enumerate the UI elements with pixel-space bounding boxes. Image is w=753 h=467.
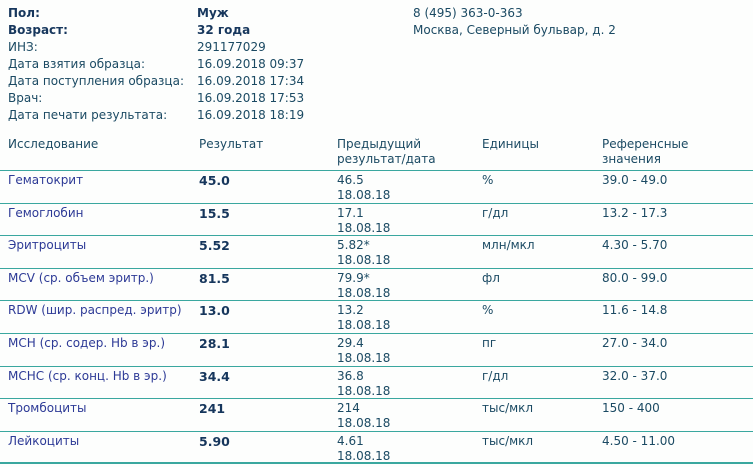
sample-received-date-value: 16.09.2018 17:34 (197, 74, 305, 88)
table-row-rdw (0, 301, 753, 334)
sample-received-date-label: Дата поступления образца: (8, 74, 184, 88)
cell-units: пг (482, 335, 497, 350)
table-row-leukocytes (0, 432, 753, 465)
table-row-mchc (0, 367, 753, 400)
cell-result: 81.5 (199, 270, 230, 286)
header-units: Единицы (482, 137, 539, 151)
cell-reference-range: 150 - 400 (602, 401, 660, 416)
cell-test-name: Гематокрит (8, 173, 84, 187)
patient-age-value: 32 года (197, 23, 251, 37)
inz-label: ИНЗ: (8, 40, 38, 54)
cell-previous-result: 17.1 18.08.18 (337, 205, 391, 235)
cell-previous-result: 79.9* 18.08.18 (337, 270, 391, 300)
cell-test-name: Гемоглобин (8, 205, 84, 220)
table-row-platelets (0, 399, 753, 432)
cell-units: фл (482, 270, 500, 285)
inz-value: 291177029 (197, 40, 266, 54)
patient-info-row (8, 56, 753, 73)
patient-sex-label: Пол: (8, 6, 40, 20)
print-date-value: 16.09.2018 18:19 (197, 108, 305, 122)
cell-previous-result: 46.5 18.08.18 (337, 173, 391, 202)
cell-test-name: MCV (ср. объем эритр.) (8, 270, 154, 285)
cell-test-name: Лейкоциты (8, 433, 80, 448)
cell-units: % (482, 173, 494, 187)
cell-units: % (482, 303, 494, 318)
patient-info-row (8, 22, 753, 39)
table-row-hematocrit (0, 171, 753, 204)
cell-units: тыс/мкл (482, 401, 534, 416)
cell-reference-range: 13.2 - 17.3 (602, 205, 668, 220)
patient-sex-value: Муж (197, 6, 229, 20)
cell-previous-result: 13.2 18.08.18 (337, 303, 391, 333)
cell-test-name: Тромбоциты (8, 401, 87, 416)
cell-result: 5.52 (199, 238, 230, 254)
table-row-mcv (0, 269, 753, 302)
cell-result: 241 (199, 401, 226, 417)
cell-result: 34.4 (199, 368, 230, 384)
print-date-label: Дата печати результата: (8, 108, 168, 122)
cell-units: млн/мкл (482, 238, 535, 253)
patient-info-row (8, 39, 753, 56)
cell-previous-result: 5.82* 18.08.18 (337, 238, 391, 268)
cell-result: 13.0 (199, 303, 230, 319)
cell-result: 28.1 (199, 335, 230, 351)
cell-reference-range: 4.30 - 5.70 (602, 238, 668, 253)
doctor-value: 16.09.2018 17:53 (197, 91, 305, 105)
cell-reference-range: 80.0 - 99.0 (602, 270, 668, 285)
header-previous-result: Предыдущий результат/дата (337, 137, 436, 166)
patient-info-row (8, 90, 753, 107)
lab-address: Москва, Северный бульвар, д. 2 (413, 23, 616, 37)
cell-previous-result: 36.8 18.08.18 (337, 368, 391, 398)
patient-info-block (0, 0, 753, 124)
cell-previous-result: 4.61 18.08.18 (337, 433, 391, 463)
sample-taken-date-value: 16.09.2018 09:37 (197, 57, 305, 71)
table-row-hemoglobin (0, 204, 753, 237)
cell-units: г/дл (482, 368, 509, 383)
cell-previous-result: 29.4 18.08.18 (337, 335, 391, 365)
cell-test-name: Эритроциты (8, 238, 87, 253)
cell-reference-range: 39.0 - 49.0 (602, 173, 668, 187)
cell-result: 5.90 (199, 433, 230, 449)
cell-reference-range: 27.0 - 34.0 (602, 335, 668, 350)
patient-age-label: Возраст: (8, 23, 68, 37)
patient-info-row (8, 5, 753, 22)
table-row-mch (0, 334, 753, 367)
table-header-row (0, 137, 753, 171)
header-result: Результат (199, 137, 264, 151)
cell-units: г/дл (482, 205, 509, 220)
cell-test-name: MCH (ср. содер. Hb в эр.) (8, 335, 166, 350)
lab-phone-number: 8 (495) 363-0-363 (413, 6, 523, 20)
results-table (0, 137, 753, 464)
header-test: Исследование (8, 137, 99, 151)
table-row-erythrocytes (0, 236, 753, 269)
cell-result: 15.5 (199, 205, 230, 221)
cell-reference-range: 4.50 - 11.00 (602, 433, 676, 448)
doctor-label: Врач: (8, 91, 43, 105)
patient-info-row (8, 73, 753, 90)
cell-previous-result: 214 18.08.18 (337, 401, 391, 431)
cell-result: 45.0 (199, 173, 230, 188)
cell-test-name: RDW (шир. распред. эритр) (8, 303, 182, 318)
cell-reference-range: 11.6 - 14.8 (602, 303, 668, 318)
cell-units: тыс/мкл (482, 433, 534, 448)
cell-reference-range: 32.0 - 37.0 (602, 368, 668, 383)
patient-info-row (8, 107, 753, 124)
sample-taken-date-label: Дата взятия образца: (8, 57, 146, 71)
header-reference-values: Референсные значения (602, 137, 689, 166)
cell-test-name: MCHC (ср. конц. Hb в эр.) (8, 368, 167, 383)
